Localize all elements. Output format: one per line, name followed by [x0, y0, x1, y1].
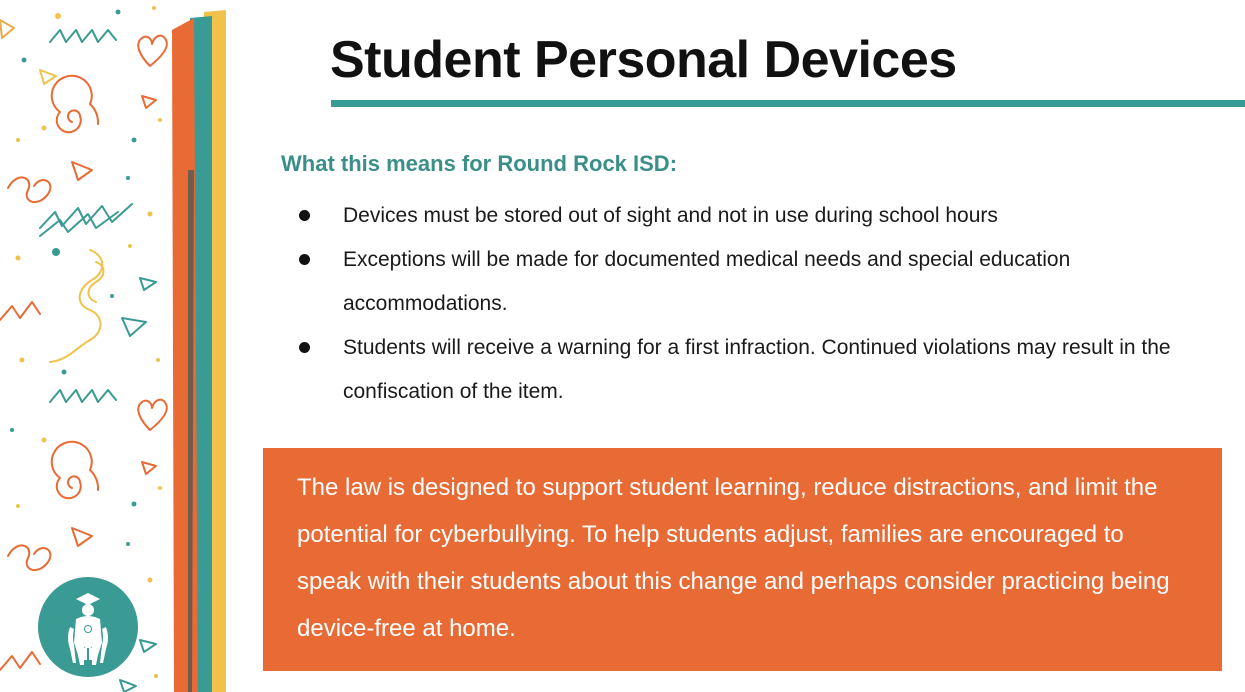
bullet-icon [299, 254, 310, 265]
callout-box [263, 448, 1222, 671]
bullet-icon [299, 342, 310, 353]
callout-text: The law is designed to support student learning, reduce distractions, and limit the potential for cyberbullying. To help students adjust, families are encouraged to speak with their students about this change and perhaps consider practicing being device-free at home. [297, 474, 1170, 642]
bullet-text: Devices must be stored out of sight and not in use during school hours [343, 204, 998, 227]
bullet-list [295, 194, 1195, 414]
bullet-text: Students will receive a warning for a first infraction. Continued violations may result in the confiscation of the item. [343, 336, 1171, 403]
vertical-stripes [168, 0, 238, 692]
list-item [295, 326, 1195, 414]
title-underline [331, 100, 1245, 107]
section-subtitle: What this means for Round Rock ISD: [281, 151, 678, 176]
bullet-text: Exceptions will be made for documented medical needs and special education accommodations. [343, 248, 1071, 315]
page-title: Student Personal Devices [330, 31, 957, 89]
list-item [295, 194, 1195, 238]
bullet-icon [299, 210, 310, 221]
family-graduate-logo-icon [38, 577, 138, 677]
list-item [295, 238, 1195, 326]
district-logo [38, 577, 138, 677]
